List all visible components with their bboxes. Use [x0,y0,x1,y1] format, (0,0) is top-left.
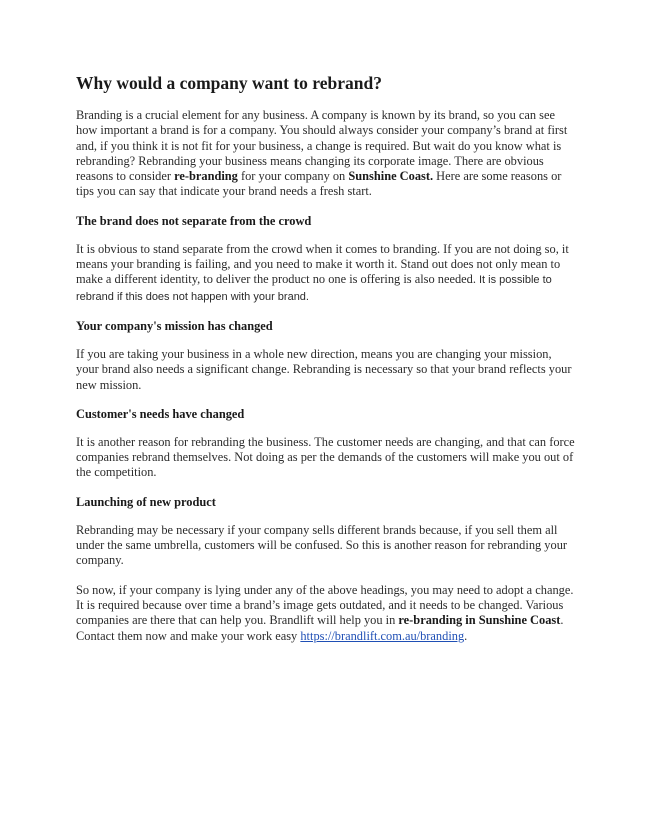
section-paragraph-new-product: Rebranding may be necessary if your company sells different brands because, if you sell them all under the same umbrella, customers will be confused. So this is another reason for rebranding your company. [76,522,568,568]
closing-text-2: . Contact them now and make your work easy [76,613,564,643]
section-text-crowd-sans: It is possible to rebrand if this does not happen with your brand. [76,274,552,303]
intro-paragraph [76,108,576,200]
intro-bold-rebranding: re-branding [174,169,238,184]
section-paragraph-crowd [76,242,576,305]
intro-bold-sunshine-coast: Sunshine Coast. [348,169,434,184]
section-paragraph-customer-needs: It is another reason for rebranding the business. The customer needs are changing, and that can force companies rebrand themselves. Not doing as per the demands of the customers will make you out of the competition. [76,434,575,480]
document-title: Why would a company want to rebrand? [76,73,382,93]
intro-text-1: Branding is a crucial element for any business. A company is known by its brand, so you can see how important a brand is for a company. You should always consider your company’s brand at first and, if you think it is not fit for your business, a change is required. But wait do you know what is rebranding? Rebranding your business means changing its corporate image. There are obvious reasons to consider [76,108,568,184]
closing-paragraph [76,583,576,644]
section-text-crowd: It is obvious to stand separate from the crowd when it comes to branding. If you are not doing so, it means your branding is failing, and you need to make it worth it. Stand out does not only mean to make a different identity, to deliver the product no one is offering is also needed. [76,241,569,287]
closing-bold-rebranding: re-branding in Sunshine Coast [398,613,561,628]
section-heading-crowd: The brand does not separate from the crowd [76,213,312,228]
brandlift-link[interactable]: https://brandlift.com.au/branding [300,628,465,643]
section-paragraph-mission: If you are taking your business in a whole new direction, means you are changing your mission, your brand also needs a significant change. Rebranding is necessary so that your brand reflects your new mission. [76,346,572,392]
closing-text-1: So now, if your company is lying under any of the above headings, you may need to adopt a change. It is required because over time a brand’s image gets outdated, and it needs to be changed. Various companies are there that can help you. Brandlift will help you in [76,582,574,628]
intro-text-2: for your company on [237,169,349,184]
document-page [76,72,576,644]
intro-text-3: Here are some reasons or tips you can say that indicate your brand needs a fresh start. [76,169,562,199]
closing-after-link: . [464,628,468,643]
section-heading-mission: Your company's mission has changed [76,318,273,333]
section-heading-new-product: Launching of new product [76,494,216,509]
section-heading-customer-needs: Customer's needs have changed [76,406,245,421]
